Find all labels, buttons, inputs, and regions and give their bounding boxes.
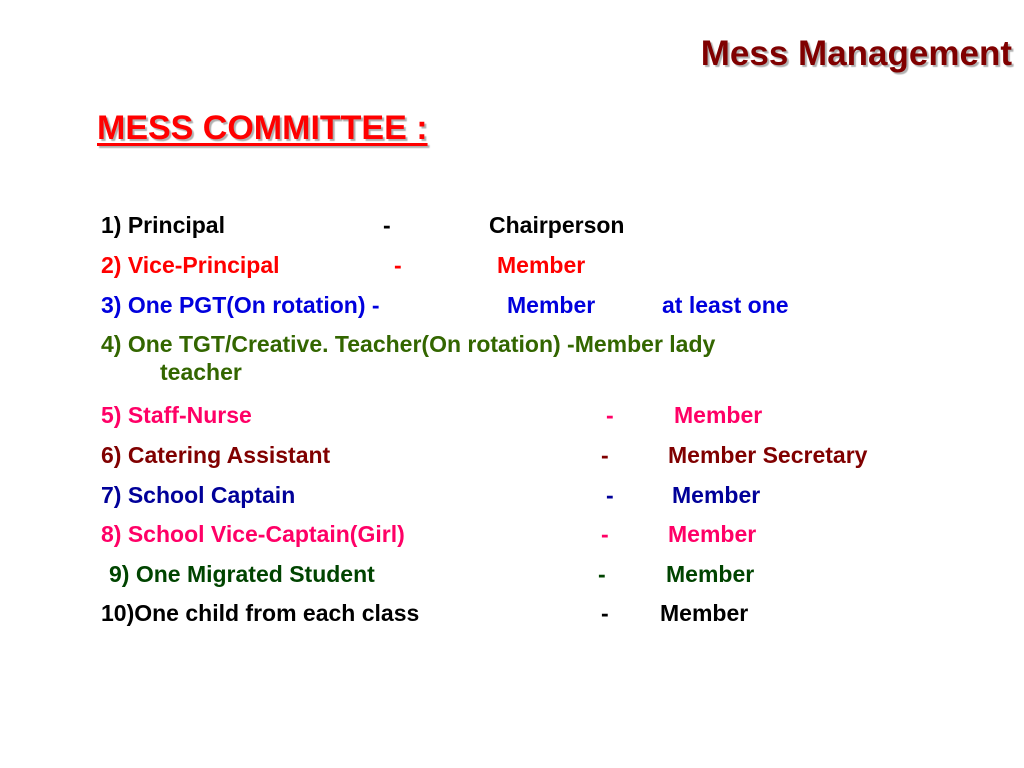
member-name: 1) Principal: [101, 212, 225, 238]
member-name: 3) One PGT(On rotation) -: [101, 292, 380, 318]
member-role: Member: [497, 252, 586, 278]
separator-dash: -: [383, 212, 391, 238]
member-role: Member: [666, 561, 755, 587]
section-heading: MESS COMMITTEE :: [97, 109, 428, 147]
member-name: 9) One Migrated Student: [109, 561, 375, 587]
member-note: at least one: [662, 292, 789, 318]
member-name: 2) Vice-Principal: [101, 252, 280, 278]
separator-dash: -: [601, 442, 609, 468]
member-name: 4) One TGT/Creative. Teacher(On rotation) -Member lady: [101, 331, 716, 357]
member-role: Member: [660, 600, 749, 626]
member-role: Member: [507, 292, 596, 318]
slide-title: Mess Management: [700, 34, 1012, 73]
separator-dash: -: [598, 561, 606, 587]
member-role: Chairperson: [489, 212, 625, 238]
separator-dash: -: [601, 600, 609, 626]
separator-dash: -: [601, 521, 609, 547]
member-role: Member: [672, 482, 761, 508]
separator-dash: -: [606, 482, 614, 508]
separator-dash: -: [606, 402, 614, 428]
member-role: Member: [674, 402, 763, 428]
member-name: 8) School Vice-Captain(Girl): [101, 521, 405, 547]
separator-dash: -: [394, 252, 402, 278]
member-name: 5) Staff-Nurse: [101, 402, 252, 428]
member-name: 6) Catering Assistant: [101, 442, 331, 468]
member-name: 10)One child from each class: [101, 600, 420, 626]
member-name: 7) School Captain: [101, 482, 296, 508]
member-role: Member Secretary: [668, 442, 868, 468]
member-name-continuation: teacher: [160, 359, 242, 385]
member-role: Member: [668, 521, 757, 547]
